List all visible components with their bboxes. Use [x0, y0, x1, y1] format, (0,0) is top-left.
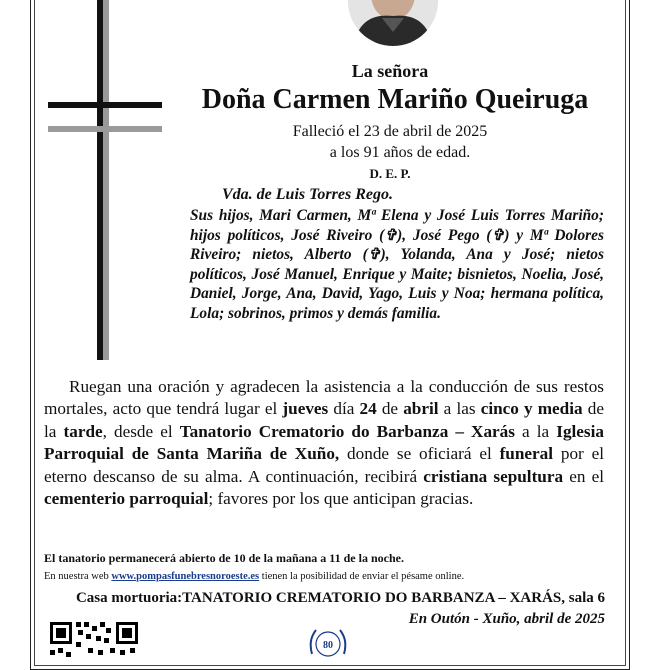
tanatorio-hours: El tanatorio permanecerá abierto de 10 de la mañana a 11 de la noche. [44, 551, 404, 565]
cross-horizontal-gray [48, 126, 162, 132]
qr-code-icon[interactable] [48, 620, 140, 660]
anniversary-emblem-icon [306, 624, 350, 660]
death-date: Falleció el 23 de abril de 2025 [292, 123, 488, 140]
age-line: a los 91 años de edad. [329, 144, 471, 161]
deceased-name: Doña Carmen Mariño Queiruga [201, 84, 589, 115]
web-note: En nuestra web www.pompasfunebresnoroeste.es tienen la posibilidad de enviar el pésame online. [44, 571, 465, 582]
cross-icon [0, 0, 200, 370]
place-date: En Outón - Xuño, abril de 2025 [408, 611, 605, 627]
title-small: La señora [351, 61, 429, 81]
emblem-number: 80 [323, 640, 333, 651]
dep-line: D. E. P. [369, 166, 411, 181]
family-list: Sus hijos, Mari Carmen, Mª Elena y José Luis Torres Mariño; hijos políticos, José Riveiro (✞), José Pego (✞) y Mª Dolores Riveiro; nietos, Alberto (✞), Yolanda, Ana y José; nietos políticos, José Manuel, Enrique y Maite; bisnietos, Noelia, José, Daniel, Jorge, Ana, David, Yago, Luis y Noa; hermana política, Lola; sobrinos, primos y demás familia. [190, 207, 604, 322]
website-link[interactable]: www.pompasfunebresnoroeste.es [111, 571, 260, 582]
announcement-paragraph: Ruegan una oración y agradecen la asistencia a la conducción de sus restos mortales, acto que tendrá lugar el jueves día 24 de abril a las cinco y media de la tarde, desde el Tanatorio Crematorio do Barbanza – Xarás a la Iglesia Parroquial de Santa Mariña de Xuño, donde se oficiará el funeral por el eterno descanso de su alma. A continuación, recibirá cristiana sepultura en el cementerio parroquial; favores por los que anticipan gracias. [44, 377, 605, 509]
casa-mortuoria: Casa mortuoria:TANATORIO CREMATORIO DO BARBANZA – XARÁS, sala 6 [75, 590, 605, 606]
cross-vertical-gray [103, 0, 109, 360]
widow-line: Vda. de Luis Torres Rego. [222, 186, 393, 203]
cross-horizontal-black [48, 102, 162, 108]
